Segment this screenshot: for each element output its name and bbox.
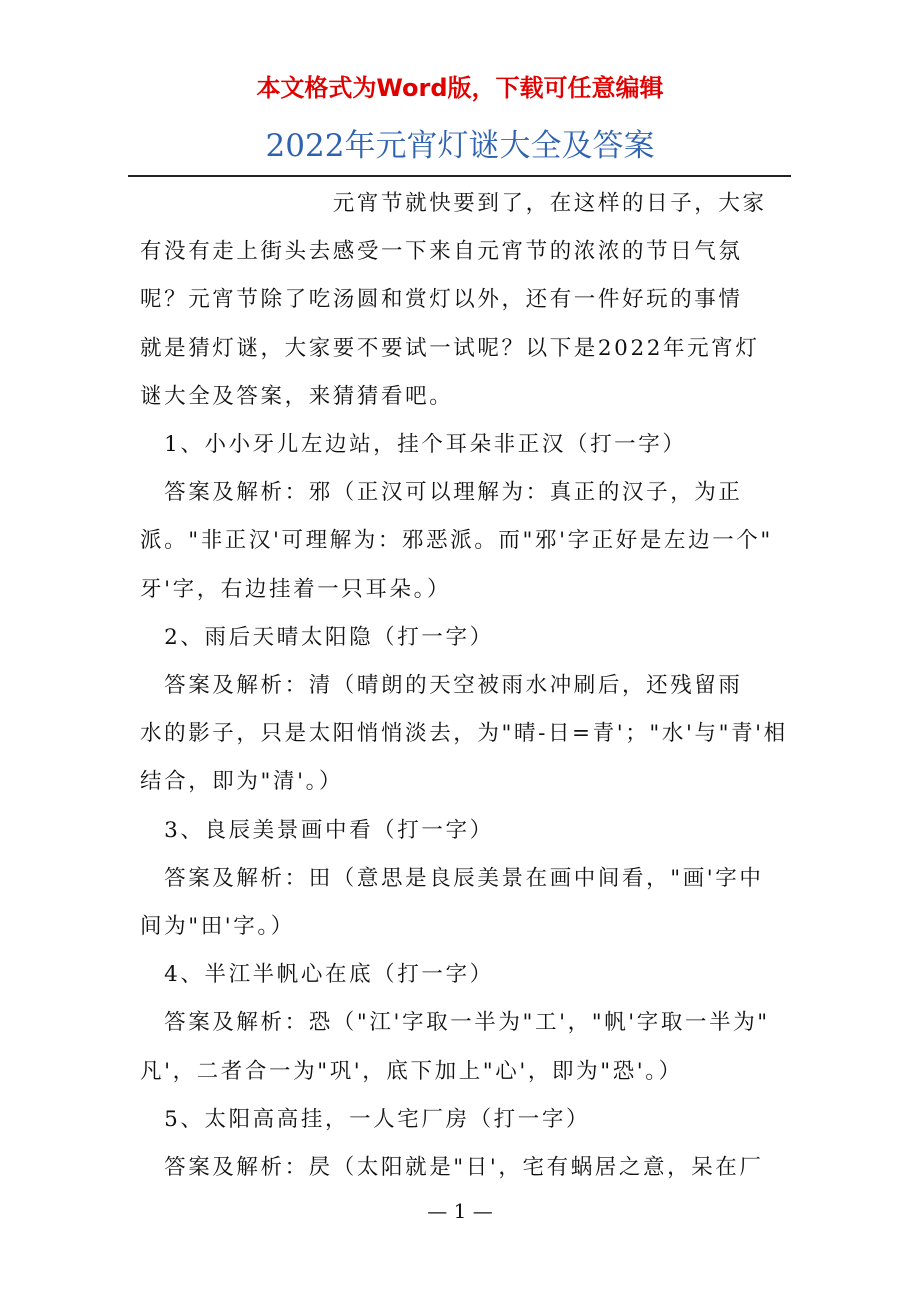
document-body	[140, 180, 788, 1192]
text-line: 答案及解析：清（晴朗的天空被雨水冲刷后，还残留雨	[140, 673, 743, 699]
text-line: 牙'字，右边挂着一只耳朵。）	[140, 576, 452, 602]
riddle-question	[140, 951, 780, 999]
riddle-question	[140, 614, 780, 662]
format-notice-banner: 本文格式为Word版，下载可任意编辑	[256, 74, 664, 102]
riddle-question	[140, 807, 780, 855]
riddle-answer	[140, 662, 788, 807]
text-line: 答案及解析：昃（太阳就是"日'，宅有蜗居之意，呆在厂	[140, 1155, 764, 1181]
text-line: 谜大全及答案，来猜猜看吧。	[140, 383, 454, 409]
intro-paragraph	[140, 180, 780, 421]
page-number: — 1 —	[427, 1199, 493, 1223]
text-line: 答案及解析：邪（正汉可以理解为：真正的汉子，为正	[140, 480, 743, 506]
text-line: 有没有走上街头去感受一下来自元宵节的浓浓的节日气氛	[140, 239, 743, 265]
text-line: 间为"田'字。）	[140, 914, 295, 940]
text-line: 4、半江半帆心在底（打一字）	[140, 962, 494, 988]
document-title: 2022年元宵灯谜大全及答案	[265, 128, 655, 164]
text-line: 结合，即为"清'。）	[140, 769, 344, 795]
text-line: 答案及解析：田（意思是良辰美景在画中间看，"画'字中	[140, 865, 764, 891]
text-line: 5、太阳高高挂，一人宅厂房（打一字）	[140, 1106, 591, 1132]
text-line: 就是猜灯谜，大家要不要试一试呢？以下是2022年元宵灯	[140, 335, 760, 361]
riddle-answer	[140, 855, 780, 951]
text-line: 呢？元宵节除了吃汤圆和赏灯以外，还有一件好玩的事情	[140, 287, 743, 313]
text-line: 凡'，二者合一为"巩'，底下加上"心'，即为"恐'。）	[140, 1058, 683, 1084]
text-line: 元宵节就快要到了，在这样的日子，大家	[140, 191, 767, 216]
text-line: 水的影子，只是太阳悄悄淡去，为"晴-日=青'；"水'与"青'相	[140, 721, 788, 747]
riddle-answer	[140, 999, 780, 1095]
title-divider	[128, 175, 791, 177]
riddle-question	[140, 1096, 780, 1144]
text-line: 答案及解析：恐（"江'字取一半为"工'，"帆'字取一半为"	[140, 1010, 770, 1036]
text-line: 1、小小牙儿左边站，挂个耳朵非正汉（打一字）	[140, 432, 687, 458]
riddle-answer	[140, 1144, 780, 1192]
text-line: 派。"非正汉'可理解为：邪恶派。而"邪'字正好是左边一个"	[140, 528, 773, 554]
riddle-question	[140, 421, 780, 469]
riddle-answer	[140, 469, 780, 614]
text-line: 2、雨后天晴太阳隐（打一字）	[140, 624, 494, 650]
text-line: 3、良辰美景画中看（打一字）	[140, 817, 494, 843]
